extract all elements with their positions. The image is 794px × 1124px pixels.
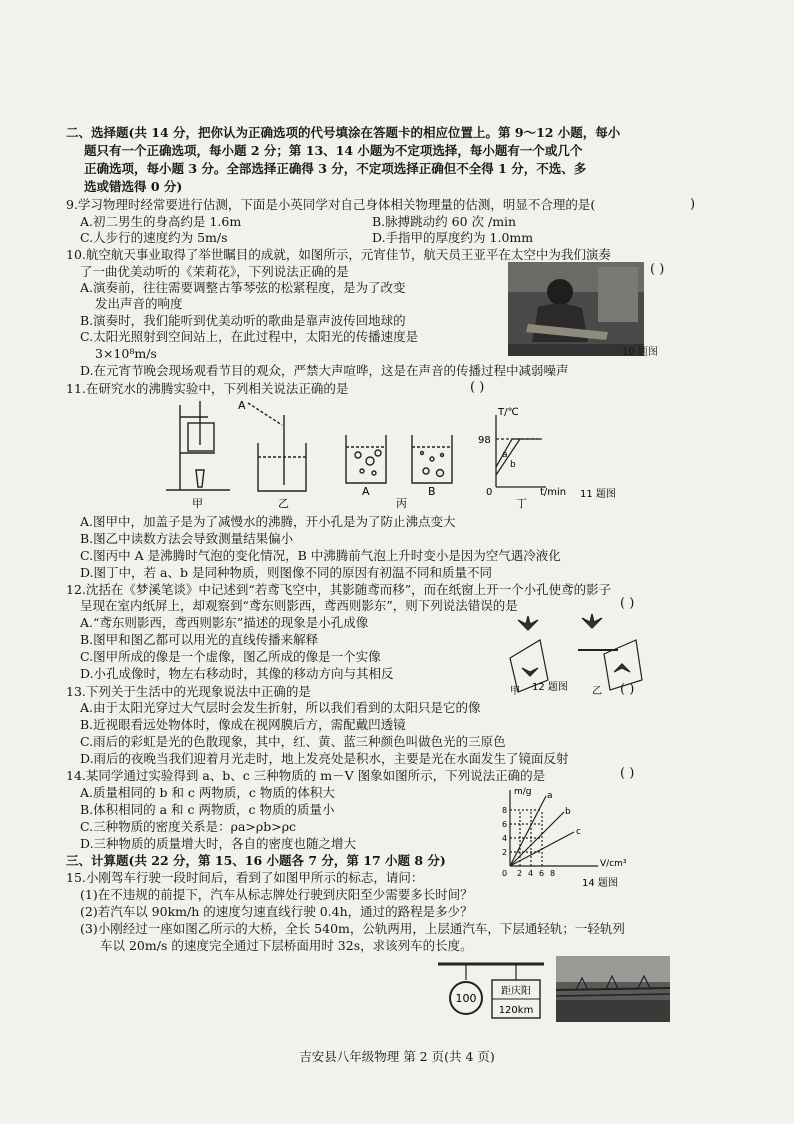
q9-stem: 9.学习物理时经常要进行估测，下面是小英同学对自己身体相关物理量的估测，明显不合理的是( — [66, 197, 596, 212]
q14-stem: 14.某同学通过实验得到 a、b、c 三种物质的 m－V 图象如图所示，下列说法正确的是 — [66, 768, 546, 783]
q12-kite-jia — [510, 616, 548, 692]
q12-stem-2: 呈现在室内纸屏上，却观察到“鸢东则影西，鸢西则影东”，则下列说法错误的是 — [80, 598, 518, 613]
q14-line-a — [510, 796, 546, 866]
q14-option-b: B.体积相同的 a 和 c 两物质，c 物质的质量小 — [80, 802, 335, 817]
q10-stem-1: 10.航空航天事业取得了举世瞩目的成就，如图所示，元宵佳节，航天员王亚平在太空中为我们演奏 — [66, 247, 611, 262]
q14-label-c: c — [576, 827, 581, 837]
q15-sign-dest: 距庆阳 — [501, 986, 531, 997]
q11-figure — [160, 395, 630, 511]
section2-line3: 正确选项，每小题 3 分。全部选择正确得 3 分，不定项选择正确但不全得 1 分，不选、多 — [84, 161, 587, 176]
q9-option-c: C.人步行的速度约为 5m/s — [80, 230, 228, 245]
q14-option-c: C.三种物质的密度关系是：ρa>ρb>ρc — [80, 819, 297, 834]
q15-bridge-photo — [556, 956, 670, 1022]
q11-beaker-b — [412, 435, 452, 483]
q14-fig-caption: 14 题图 — [582, 878, 618, 889]
q11-answer-paren: ( ) — [470, 380, 485, 395]
q11-curve-b: b — [510, 460, 516, 470]
q15-part-2: (2)若汽车以 90km/h 的速度匀速直线行驶 0.4h，通过的路程是多少？ — [80, 904, 473, 919]
q11-apparatus-jia — [166, 401, 230, 490]
q12-answer-paren: ( ) — [620, 596, 635, 611]
q14-label-b: b — [565, 807, 571, 817]
q10-astronaut-photo — [508, 262, 644, 356]
q15-sign-figure — [436, 958, 546, 1024]
q9-option-a: A.初二男生的身高约是 1.6m — [80, 214, 242, 229]
q12-label-yi: 乙 — [592, 686, 602, 696]
q15-speed-limit: 100 — [455, 992, 477, 1005]
q10-option-b: B.演奏时，我们能听到优美动听的歌曲是靠声波传回地球的 — [80, 313, 406, 328]
q10-option-d: D.在元宵节晚会现场观看节目的观众，严禁大声喧哗，这是在声音的传播过程中减弱噪声 — [80, 363, 569, 378]
q10-option-a-2: 发出声音的响度 — [95, 296, 183, 311]
q15-part-3b: 车以 20m/s 的速度完全通过下层桥面用时 32s，求该列车的长度。 — [100, 938, 473, 953]
q10-option-a-1: A.演奏前，往往需要调整古筝琴弦的松紧程度，是为了改变 — [80, 280, 406, 295]
section3-title: 三、计算题(共 22 分，第 15、16 小题各 7 分，第 17 小题 8 分) — [66, 853, 446, 868]
q14-label-a: a — [547, 791, 553, 801]
q14-graph — [490, 782, 640, 892]
q14-tick-x2: 2 — [517, 869, 523, 878]
q12-stem-1: 12.沈括在《梦溪笔谈》中记述到“若鸢飞空中，其影随鸢而移”，而在纸窗上开一个小孔使鸢的影子 — [66, 582, 612, 597]
q10-option-c-2: 3×10⁸m/s — [95, 346, 157, 361]
q14-option-d: D.三种物质的质量增大时，各自的密度也随之增大 — [80, 836, 357, 851]
q11-option-a: A.图甲中，加盖子是为了减慢水的沸腾，开小孔是为了防止沸点变大 — [80, 514, 456, 529]
q11-fig-caption: 11 题图 — [580, 489, 616, 500]
q12-label-jia: 甲 — [510, 686, 520, 696]
q15-stem: 15.小刚驾车行驶一段时间后，看到了如图甲所示的标志，请问： — [66, 870, 424, 885]
q11-beaker-a — [346, 435, 386, 483]
q12-fig-caption: 12 题图 — [532, 682, 568, 693]
q11-stem: 11.在研究水的沸腾实验中，下列相关说法正确的是 — [66, 381, 349, 396]
q11-label-jia: 甲 — [192, 497, 203, 510]
q11-label-B: B — [428, 485, 436, 498]
q11-option-d: D.图丁中，若 a、b 是同种物质，则图像不同的原因有初温不同和质量不同 — [80, 565, 492, 580]
page-footer: 吉安县八年级物理 第 2 页(共 4 页) — [299, 1049, 495, 1064]
q14-tick-x6: 6 — [539, 869, 545, 878]
q14-tick-y6: 6 — [502, 820, 508, 829]
q11-label-A: A — [362, 485, 370, 498]
q11-label-eye-a: A — [238, 399, 246, 412]
q11-axis-t: T/℃ — [498, 407, 519, 418]
q12-kite-yi — [578, 614, 642, 690]
q10-option-c-1: C.太阳光照射到空间站上，在此过程中，太阳光的传播速度是 — [80, 329, 419, 344]
q13-option-b: B.近视眼看远处物体时，像成在视网膜后方，需配戴凹透镜 — [80, 717, 406, 732]
q14-axis-v: V/cm³ — [600, 859, 627, 869]
q14-tick-y8: 8 — [502, 806, 508, 815]
section2-line2: 题只有一个正确选项，每小题 2 分；第 13、14 小题为不定项选择，每小题有一个或几个 — [84, 143, 583, 158]
q11-apparatus-yi — [248, 403, 306, 491]
section2-line4: 选或错选得 0 分) — [84, 179, 183, 194]
q11-option-c: C.图丙中 A 是沸腾时气泡的变化情况，B 中沸腾前气泡上升时变小是因为空气遇冷液化 — [80, 548, 561, 563]
q10-answer-paren: ( ) — [650, 262, 665, 277]
q14-axis-m: m/g — [514, 787, 532, 797]
q14-line-b — [510, 812, 564, 866]
q10-stem-2: 了一曲优美动听的《茉莉花》，下列说法正确的是 — [80, 264, 349, 279]
q11-label-yi: 乙 — [278, 497, 289, 510]
q15-sign-distance: 120km — [498, 1005, 534, 1016]
q10-fig-caption: 10 题图 — [622, 347, 658, 358]
q14-option-a: A.质量相同的 b 和 c 两物质，c 物质的体积大 — [80, 785, 335, 800]
q12-option-d: D.小孔成像时，物左右移动时，其像的移动方向与其相反 — [80, 666, 394, 681]
q9-option-b: B.脉搏跳动约 60 次 /min — [372, 214, 517, 229]
q11-tick-98: 98 — [478, 435, 491, 446]
q14-tick-x8: 8 — [550, 869, 556, 878]
q13-answer-paren: ( ) — [620, 682, 635, 697]
q13-option-d: D.雨后的夜晚当我们迎着月光走时，地上发亮处是积水，主要是光在水面发生了镜面反射 — [80, 751, 569, 766]
q11-label-ding: 丁 — [516, 497, 527, 510]
q14-tick-y4: 4 — [502, 834, 508, 843]
q13-stem: 13.下列关于生活中的光现象说法中正确的是 — [66, 684, 311, 699]
q15-part-1: (1)在不违规的前提下，汽车从标志牌处行驶到庆阳至少需要多长时间？ — [80, 887, 473, 902]
q11-label-bing: 丙 — [396, 497, 407, 510]
q14-tick-x4: 4 — [528, 869, 534, 878]
q11-option-b: B.图乙中读数方法会导致测量结果偏小 — [80, 531, 294, 546]
q11-axis-time: t/min — [540, 487, 567, 498]
q14-origin: 0 — [502, 869, 508, 878]
q15-part-3a: (3)小刚经过一座如图乙所示的大桥，全长 540m，公轨两用，上层通汽车，下层通轻轨；一轻轨列 — [80, 921, 625, 936]
q12-option-a: A.“鸢东则影西，鸢西则影东”描述的现象是小孔成像 — [80, 615, 369, 630]
q12-option-b: B.图甲和图乙都可以用光的直线传播来解释 — [80, 632, 319, 647]
q11-curve-a: a — [502, 450, 508, 460]
q13-option-c: C.雨后的彩虹是光的色散现象，其中，红、黄、蓝三种颜色叫做色光的三原色 — [80, 734, 506, 749]
q9-paren-close: ) — [690, 197, 696, 212]
q13-option-a: A.由于太阳光穿过大气层时会发生折射，所以我们看到的太阳只是它的像 — [80, 700, 481, 715]
q14-answer-paren: ( ) — [620, 766, 635, 781]
section2-line1: 二、选择题(共 14 分，把你认为正确选项的代号填涂在答题卡的相应位置上。第 9～12 小题，每小 — [66, 125, 621, 140]
q14-tick-y2: 2 — [502, 848, 508, 857]
q11-origin: 0 — [486, 487, 493, 498]
q9-option-d: D.手指甲的厚度约为 1.0mm — [372, 230, 534, 245]
q12-option-c: C.图甲所成的像是一个虚像，图乙所成的像是一个实像 — [80, 649, 381, 664]
